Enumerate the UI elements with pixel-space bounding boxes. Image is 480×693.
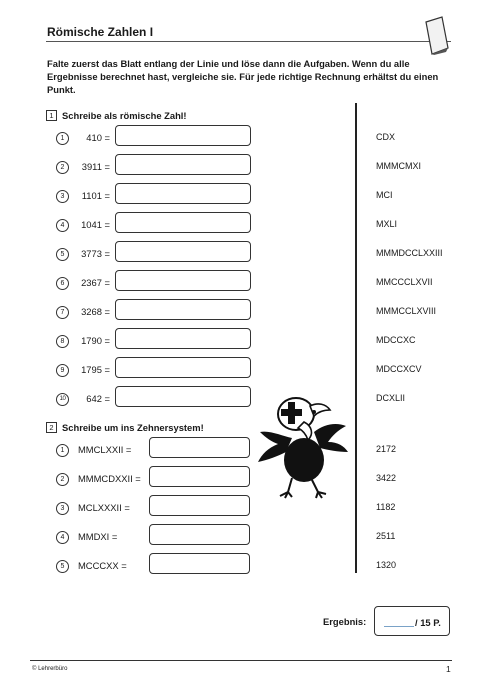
answer-input[interactable]	[115, 357, 251, 378]
solution-text: 2511	[376, 531, 396, 541]
task-label: 1795 =	[81, 364, 110, 375]
task-label: 410 =	[86, 132, 110, 143]
footer-copyright: © Lehrerbüro	[32, 666, 68, 672]
answer-input[interactable]	[149, 524, 250, 545]
task-label: MCCCXX =	[78, 560, 127, 571]
solution-text: CDX	[376, 132, 396, 142]
solution-text: MMMCCLXVIII	[376, 306, 437, 316]
answer-input[interactable]	[115, 154, 251, 175]
answer-input[interactable]	[115, 328, 251, 349]
task-label: 642 =	[86, 393, 110, 404]
answer-input[interactable]	[149, 495, 250, 516]
solution-text: MCI	[376, 190, 393, 200]
task-label: 1101 =	[81, 190, 110, 201]
item-number: 3	[56, 502, 69, 515]
item-number: 5	[56, 248, 69, 261]
task-label: MCLXXXII =	[78, 502, 130, 513]
solution-text: MMCCCLXVII	[376, 277, 433, 287]
task-label: MMDXI =	[78, 531, 118, 542]
page-title: Römische Zahlen I	[47, 25, 154, 39]
solution-text: MMMDCCLXXIII	[376, 248, 443, 258]
footer-divider	[30, 660, 452, 661]
solution-text: MDCCXCV	[376, 364, 422, 374]
item-number: 4	[56, 531, 69, 544]
item-number: 3	[56, 190, 69, 203]
solution-text: 3422	[376, 473, 397, 483]
solution-text: 1182	[376, 502, 396, 512]
solution-text: MXLI	[376, 219, 398, 229]
task-label: 3268 =	[81, 306, 110, 317]
item-number: 6	[56, 277, 69, 290]
answer-input[interactable]	[115, 270, 251, 291]
item-number: 2	[56, 161, 69, 174]
task-label: 2367 =	[81, 277, 110, 288]
answer-input[interactable]	[149, 466, 250, 487]
result-points: / 15 P.	[415, 617, 441, 628]
folded-page-icon	[424, 16, 450, 56]
result-score-blank[interactable]	[384, 626, 414, 627]
task-label: 3773 =	[81, 248, 110, 259]
solution-text: MMMCMXI	[376, 161, 421, 171]
task-label: 1041 =	[81, 219, 110, 230]
item-number: 9	[56, 364, 69, 377]
item-number: 5	[56, 560, 69, 573]
item-number: 10	[56, 393, 69, 406]
answer-input[interactable]	[115, 241, 251, 262]
section2-heading-text: Schreibe um ins Zehnersystem!	[62, 422, 204, 433]
item-number: 1	[56, 132, 69, 145]
page-number: 1	[446, 664, 451, 674]
task-label: MMMCDXXII =	[78, 473, 141, 484]
item-number: 1	[56, 444, 69, 457]
section1-heading	[46, 110, 187, 121]
instructions: Falte zuerst das Blatt entlang der Linie und löse dann die Aufgaben. Wenn du alle Ergebnisse berechnet hast, vergleiche sie. Für jede richtige Rechnung erhältst du einen Punkt.	[47, 58, 439, 95]
solution-text: DCXLII	[376, 393, 406, 403]
task-label: MMCLXXII =	[78, 444, 132, 455]
result-label: Ergebnis:	[323, 616, 367, 627]
solution-text: MDCCXC	[376, 335, 416, 345]
item-number: 7	[56, 306, 69, 319]
answer-input[interactable]	[115, 299, 251, 320]
result-box[interactable]	[374, 606, 450, 636]
task-label: 3911 =	[81, 161, 110, 172]
item-number: 4	[56, 219, 69, 232]
item-number: 2	[56, 473, 69, 486]
section2-heading	[46, 422, 204, 433]
section1-number: 1	[46, 110, 57, 121]
answer-input[interactable]	[115, 386, 251, 407]
answer-input[interactable]	[149, 553, 250, 574]
fold-line	[355, 103, 357, 573]
task-label: 1790 =	[81, 335, 110, 346]
section1-heading-text: Schreibe als römische Zahl!	[62, 110, 187, 121]
answer-input[interactable]	[115, 212, 251, 233]
crow-mascot-icon	[252, 388, 352, 500]
answer-input[interactable]	[149, 437, 250, 458]
answer-input[interactable]	[115, 125, 251, 146]
item-number: 8	[56, 335, 69, 348]
answer-input[interactable]	[115, 183, 251, 204]
solution-text: 2172	[376, 444, 397, 454]
solution-text: 1320	[376, 560, 397, 570]
section2-number: 2	[46, 422, 57, 433]
title-divider	[46, 41, 451, 42]
